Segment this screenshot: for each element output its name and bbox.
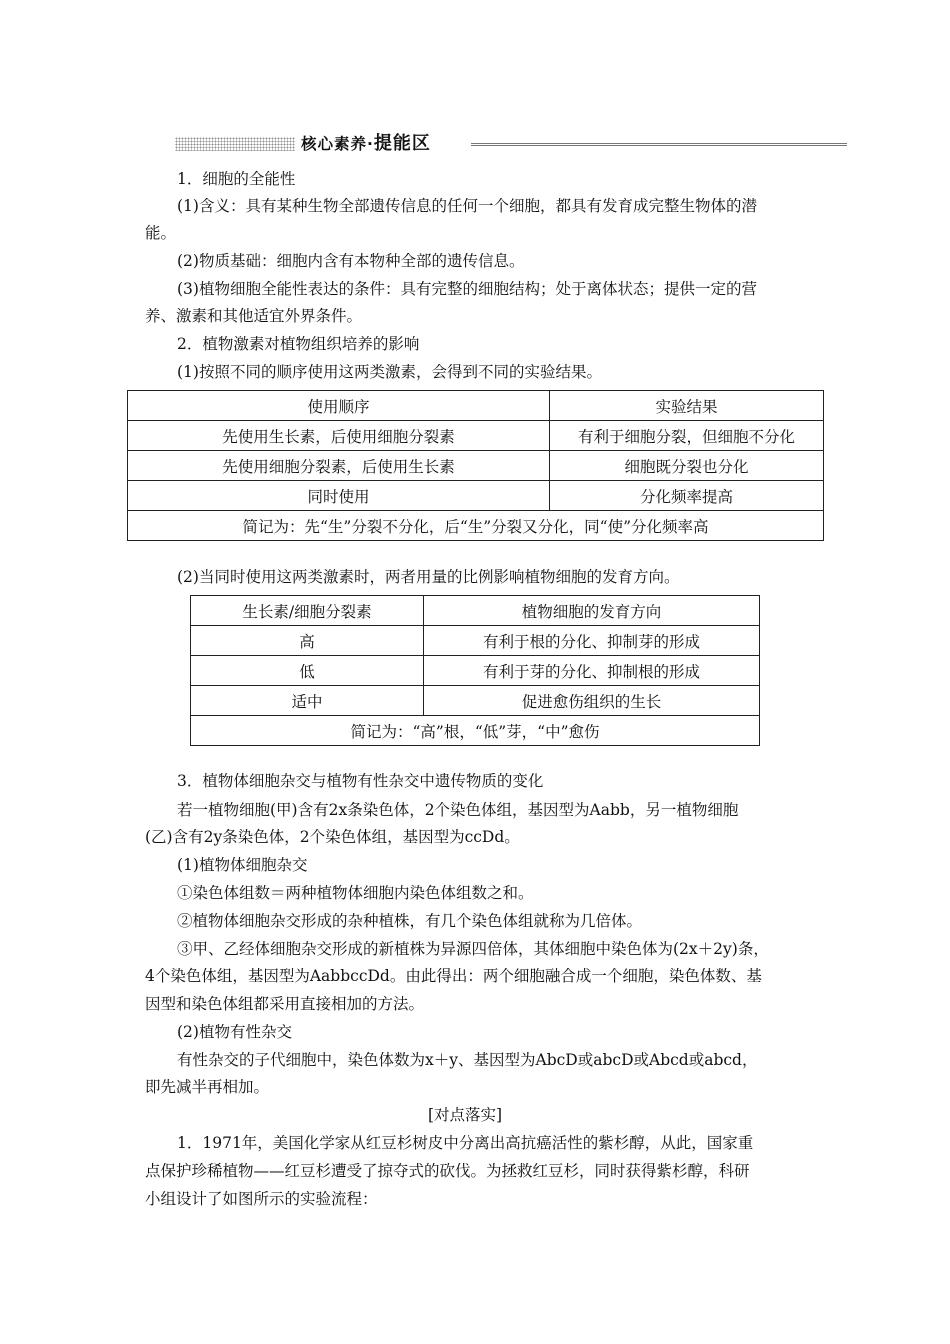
- table-row: [191, 596, 760, 626]
- s3-para-1b: (乙)含有2y条染色体，2个染色体组，基因型为ccDd。: [145, 828, 520, 846]
- s3-item-3b: 4个染色体组，基因型为AabbccDd。由此得出：两个细胞融合成一个细胞，染色体数、基: [145, 967, 762, 985]
- table-cell: 有利于细胞分裂，但细胞不分化: [550, 421, 824, 451]
- heading-3: 3．植物体细胞杂交与植物有性杂交中遗传物质的变化: [177, 772, 544, 790]
- table-hormone-ratio: [190, 595, 760, 746]
- table-cell: 适中: [191, 686, 424, 716]
- table-hormone-order: [127, 390, 824, 541]
- table-cell: 低: [191, 656, 424, 686]
- header-rule: [471, 143, 847, 146]
- section-title-a: 核心素养·: [301, 135, 374, 153]
- s1-para-3b: 养、激素和其他适宜外界条件。: [145, 307, 363, 325]
- table-row: [128, 451, 824, 481]
- section-title: [301, 132, 431, 156]
- practice-q1a: 1．1971年，美国化学家从红豆杉树皮中分离出高抗癌活性的紫杉醇，从此，国家重: [177, 1134, 754, 1152]
- table-row: [128, 391, 824, 421]
- table-header-cell: 植物细胞的发育方向: [424, 596, 760, 626]
- s1-para-1a: (1)含义：具有某种生物全部遗传信息的任何一个细胞，都具有发育成完整生物体的潜: [177, 197, 757, 215]
- table-row: [191, 686, 760, 716]
- table-row: [128, 481, 824, 511]
- table-cell: 有利于芽的分化、抑制根的形成: [424, 656, 760, 686]
- s3-para-2b: 即先减半再相加。: [145, 1078, 270, 1096]
- table-cell: 促进愈伤组织的生长: [424, 686, 760, 716]
- table-row: [191, 656, 760, 686]
- table-cell: 同时使用: [128, 481, 550, 511]
- heading-2: 2．植物激素对植物组织培养的影响: [177, 335, 420, 353]
- s1-para-3a: (3)植物细胞全能性表达的条件：具有完整的细胞结构；处于离体状态；提供一定的营: [177, 280, 757, 298]
- table-note: 简记为：先“生”分裂不分化，后“生”分裂又分化，同“使”分化频率高: [128, 511, 824, 541]
- header-dot-pattern: [175, 137, 295, 151]
- table-cell: 细胞既分裂也分化: [550, 451, 824, 481]
- table-cell: 先使用生长素，后使用细胞分裂素: [128, 421, 550, 451]
- table-header-cell: 生长素/细胞分裂素: [191, 596, 424, 626]
- table-row: [191, 626, 760, 656]
- s3-item-3c: 因型和染色体组都采用直接相加的方法。: [145, 995, 425, 1013]
- table-cell: 先使用细胞分裂素，后使用生长素: [128, 451, 550, 481]
- section-header: [175, 132, 847, 156]
- table-note: 简记为：“高”根，“低”芽，“中”愈伤: [191, 716, 760, 746]
- s3-para-2a: 有性杂交的子代细胞中，染色体数为x＋y、基因型为AbcD或abcD或Abcd或abcd，: [177, 1051, 758, 1069]
- practice-q1b: 点保护珍稀植物——红豆杉遭受了掠夺式的砍伐。为拯救红豆杉，同时获得紫杉醇，科研: [145, 1162, 750, 1180]
- s3-item-2: ②植物体细胞杂交形成的杂种植株，有几个染色体组就称为几倍体。: [177, 912, 643, 930]
- s3-item-1: ①染色体组数＝两种植物体细胞内染色体组数之和。: [177, 884, 534, 902]
- s2-para-2: (2)当同时使用这两类激素时，两者用量的比例影响植物细胞的发育方向。: [177, 568, 680, 586]
- table-row: [128, 421, 824, 451]
- table-cell: 分化频率提高: [550, 481, 824, 511]
- s3-item-3a: ③甲、乙经体细胞杂交形成的新植株为异源四倍体，其体细胞中染色体为(2x＋2y)条，: [177, 940, 769, 958]
- table-cell: 高: [191, 626, 424, 656]
- table-row: [191, 716, 760, 746]
- practice-title: [对点落实]: [428, 1106, 503, 1124]
- s1-para-2: (2)物质基础：细胞内含有本物种全部的遗传信息。: [177, 252, 525, 270]
- s3-sub-1: (1)植物体细胞杂交: [177, 856, 308, 874]
- s2-para-1: (1)按照不同的顺序使用这两类激素，会得到不同的实验结果。: [177, 363, 602, 381]
- table-row: [128, 511, 824, 541]
- practice-q1c: 小组设计了如图所示的实验流程：: [145, 1190, 378, 1208]
- heading-1: 1．细胞的全能性: [177, 170, 296, 188]
- table-cell: 有利于根的分化、抑制芽的形成: [424, 626, 760, 656]
- table-header-cell: 使用顺序: [128, 391, 550, 421]
- s3-para-1a: 若一植物细胞(甲)含有2x条染色体，2个染色体组，基因型为Aabb，另一植物细胞: [177, 801, 739, 819]
- table-header-cell: 实验结果: [550, 391, 824, 421]
- s3-sub-2: (2)植物有性杂交: [177, 1023, 292, 1041]
- s1-para-1b: 能。: [145, 224, 177, 242]
- section-title-b: 提能区: [373, 133, 431, 154]
